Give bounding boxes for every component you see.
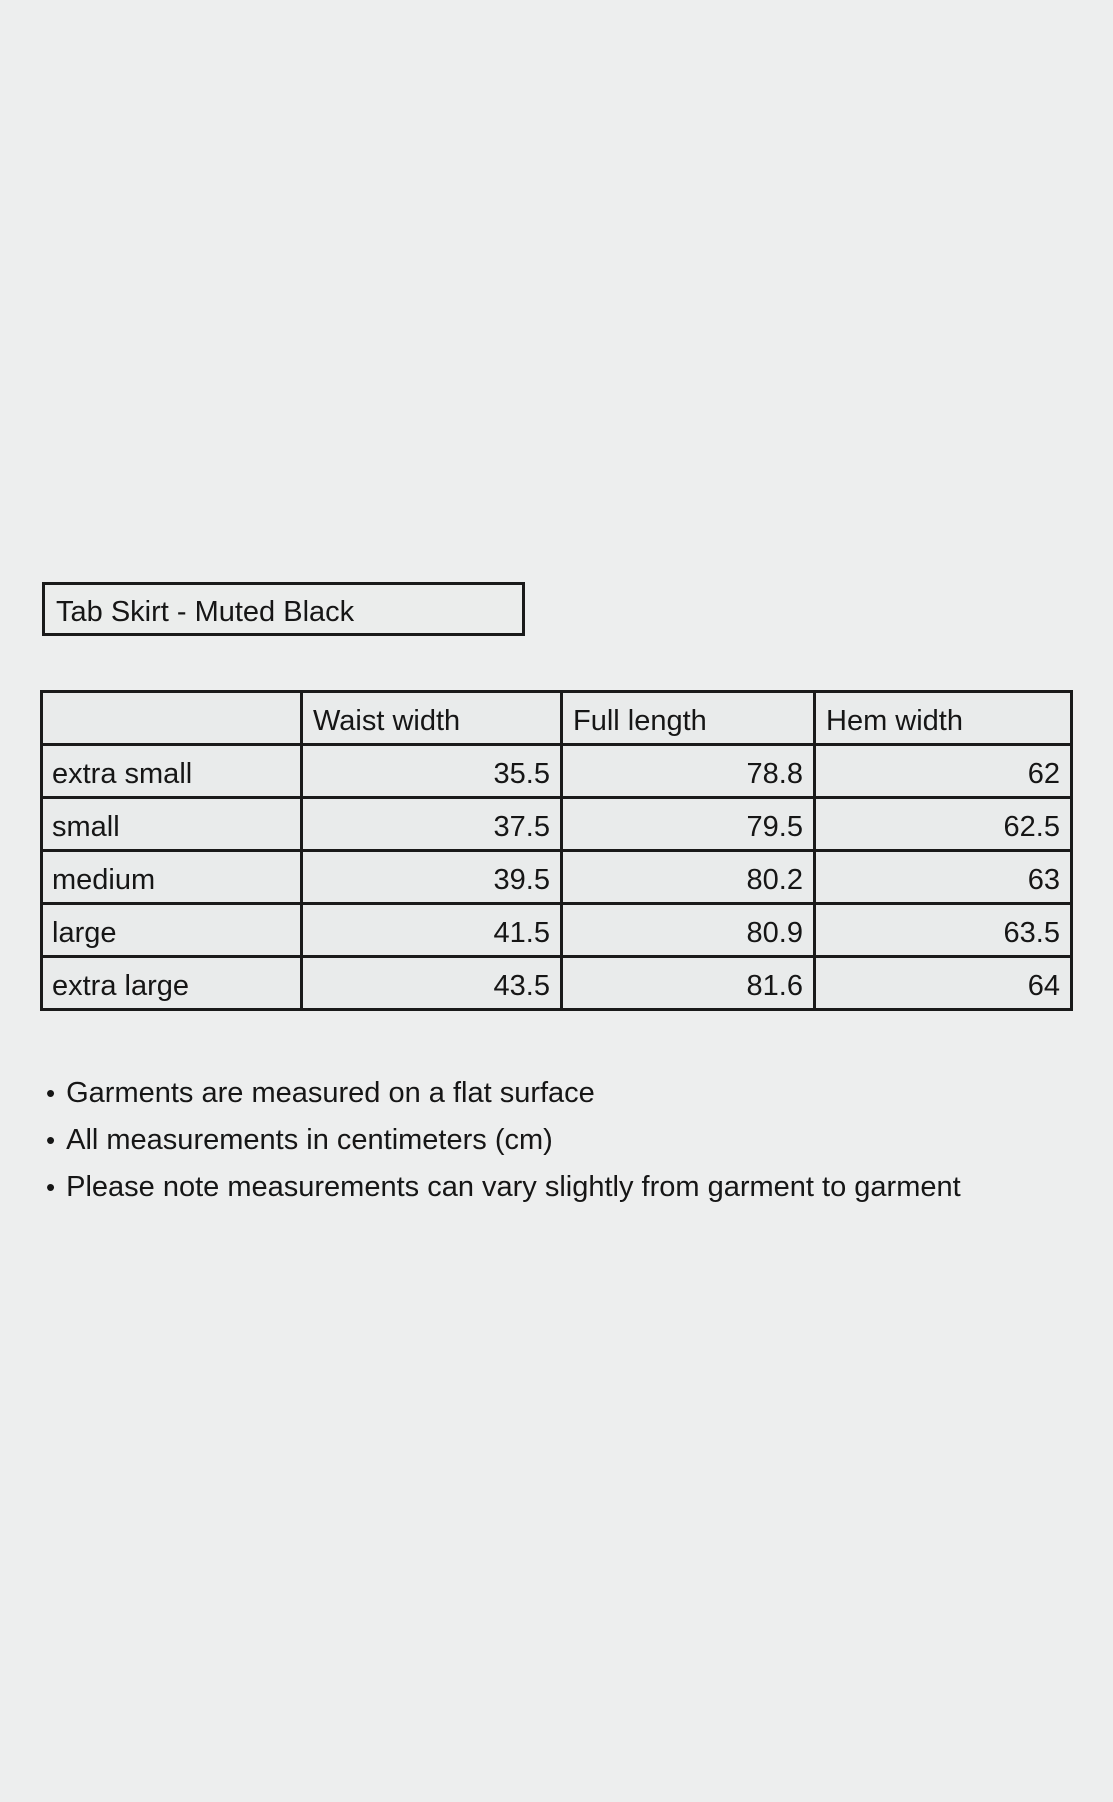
table-row bbox=[42, 957, 1072, 1010]
hem-width-value: 62 bbox=[815, 745, 1072, 798]
table-row bbox=[42, 904, 1072, 957]
size-label: medium bbox=[42, 851, 302, 904]
hem-width-value: 63.5 bbox=[815, 904, 1072, 957]
full-length-value: 80.2 bbox=[562, 851, 815, 904]
waist-width-value: 37.5 bbox=[302, 798, 562, 851]
waist-width-value: 39.5 bbox=[302, 851, 562, 904]
column-header-hem-width: Hem width bbox=[815, 692, 1072, 745]
column-header-waist-width: Waist width bbox=[302, 692, 562, 745]
hem-width-value: 64 bbox=[815, 957, 1072, 1010]
note-item: • All measurements in centimeters (cm) bbox=[46, 1124, 553, 1156]
table-header-row bbox=[42, 692, 1072, 745]
table-row bbox=[42, 851, 1072, 904]
size-chart-table bbox=[40, 690, 1073, 1011]
hem-width-value: 63 bbox=[815, 851, 1072, 904]
column-header-full-length: Full length bbox=[562, 692, 815, 745]
size-table-body bbox=[42, 745, 1072, 1010]
table-row bbox=[42, 798, 1072, 851]
note-item: • Please note measurements can vary slightly from garment to garment bbox=[46, 1171, 961, 1203]
bullet-icon: • bbox=[46, 1172, 56, 1202]
waist-width-value: 41.5 bbox=[302, 904, 562, 957]
size-label: large bbox=[42, 904, 302, 957]
column-header-size bbox=[42, 692, 302, 745]
table-row bbox=[42, 745, 1072, 798]
measurement-notes bbox=[46, 1078, 961, 1219]
size-label: extra small bbox=[42, 745, 302, 798]
waist-width-value: 35.5 bbox=[302, 745, 562, 798]
size-label: extra large bbox=[42, 957, 302, 1010]
bullet-icon: • bbox=[46, 1125, 56, 1155]
bullet-icon: • bbox=[46, 1078, 56, 1108]
product-title-box bbox=[42, 582, 525, 636]
full-length-value: 79.5 bbox=[562, 798, 815, 851]
hem-width-value: 62.5 bbox=[815, 798, 1072, 851]
waist-width-value: 43.5 bbox=[302, 957, 562, 1010]
full-length-value: 80.9 bbox=[562, 904, 815, 957]
note-item: • Garments are measured on a flat surface bbox=[46, 1077, 595, 1109]
size-label: small bbox=[42, 798, 302, 851]
full-length-value: 81.6 bbox=[562, 957, 815, 1010]
product-title: Tab Skirt - Muted Black bbox=[56, 596, 355, 628]
full-length-value: 78.8 bbox=[562, 745, 815, 798]
